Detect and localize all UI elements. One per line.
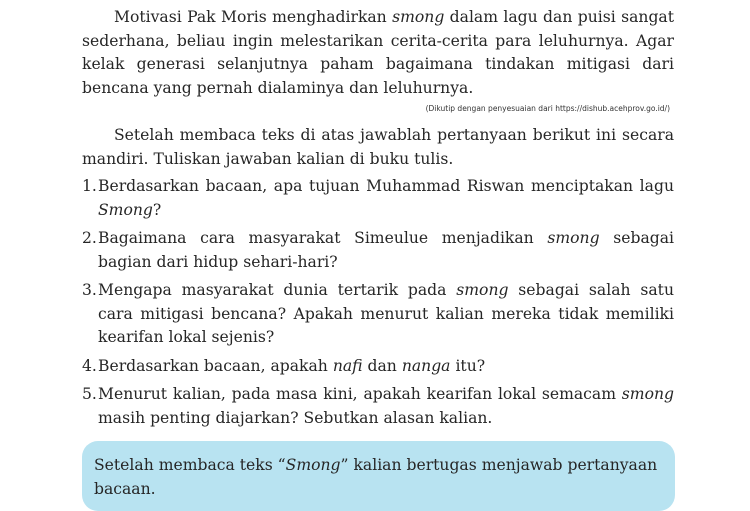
callout-text-part: Setelah membaca teks “ [94,456,286,474]
callout-text-part: ” kalian bertugas menjawab pertanyaan bacaan. [94,456,658,498]
question-number: 3. [82,281,97,299]
callout-term: Smong [285,456,341,474]
question-text: ? [152,200,162,219]
question-item [82,175,674,222]
question-number: 4. [82,356,97,375]
question-term: smong [621,385,674,403]
question-item [82,355,674,379]
question-term: nafi [332,356,363,375]
instruction-callout [82,441,675,511]
question-list [82,175,674,435]
callout-text [94,454,664,501]
question-text: sebagai bagian dari hidup sehari-hari? [98,229,675,271]
question-text: Berdasarkan bacaan, apa tujuan Muhammad Riswan menciptakan lagu [98,177,674,195]
question-term: smong [547,229,600,247]
source-citation: (Dikutip dengan penyesuaian dari https://dishub.acehprov.go.id/) [425,104,670,113]
question-number: 1. [82,177,97,195]
question-item [82,383,674,430]
question-term: smong [456,281,509,299]
question-text: masih penting diajarkan? Sebutkan alasan kalian. [98,408,493,427]
question-item [82,227,674,274]
passage-text: dalam lagu dan puisi sangat sederhana, beliau ingin melestarikan cerita-cerita para leluhurnya. Agar kelak generasi selanjutnya paham bagaimana tindakan mitigasi dari bencana yang pernah dialaminya dan leluhurnya. [82,8,674,97]
question-item [82,279,674,350]
question-term: Smong [98,200,153,219]
question-term: nanga [401,356,451,375]
question-text: sebagai salah satu cara mitigasi bencana? Apakah menurut kalian mereka tidak memiliki kearifan lokal sejenis? [98,281,674,346]
question-text: Berdasarkan bacaan, apakah [98,356,333,375]
question-text: Bagaimana cara masyarakat Simeulue menjadikan [98,229,548,247]
passage-term: smong [392,8,445,26]
question-text: Mengapa masyarakat dunia tertarik pada [98,281,457,299]
question-number: 2. [82,229,97,247]
instructions-paragraph: Setelah membaca teks di atas jawablah pertanyaan berikut ini secara mandiri. Tuliskan jawaban kalian di buku tulis. [82,126,674,168]
question-text: itu? [450,356,486,375]
question-text: dan [362,356,402,375]
question-text: Menurut kalian, pada masa kini, apakah kearifan lokal semacam [98,385,622,403]
passage-text: Motivasi Pak Moris menghadirkan [114,8,393,26]
passage-paragraph [82,6,674,100]
question-number: 5. [82,385,97,403]
